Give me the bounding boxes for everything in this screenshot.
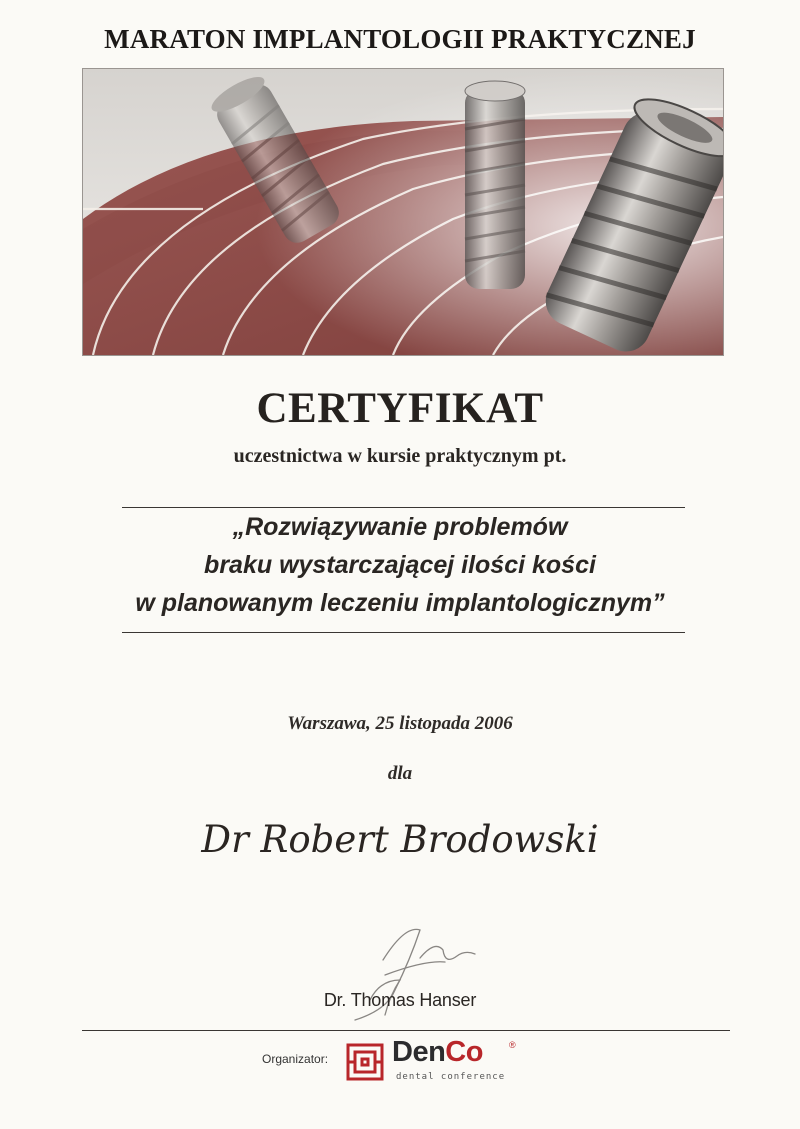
signatory-name: Dr. Thomas Hanser [323,990,477,1010]
hero-image [82,68,724,356]
registered-mark: ® [509,1040,516,1050]
running-track-implants-illustration [83,69,723,355]
logo-co: Co [445,1036,483,1068]
certificate-subtitle: uczestnictwa w kursie praktycznym pt. [233,445,567,467]
event-date: Warszawa, 25 listopada 2006 [287,713,513,734]
denco-logo-tagline: dental conference [396,1072,506,1082]
denco-logo-wordmark [392,1036,483,1069]
course-title-line-1: „Rozwiązywanie problemów [232,513,568,541]
course-title-line-2: braku wystarczającej ilości kości [204,551,596,579]
logo-den: Den [392,1036,446,1068]
organizer-label: Organizator: [262,1052,329,1066]
denco-logo-mark-icon [345,1042,385,1082]
header-title: MARATON IMPLANTOLOGII PRAKTYCZNEJ [104,24,696,54]
footer-divider [82,1030,730,1031]
course-top-divider [122,507,685,508]
course-title-line-3: w planowanym leczeniu implantologicznym” [135,589,665,617]
recipient-prefix: dla [387,763,413,784]
certificate-title: CERTYFIKAT [256,385,544,432]
recipient-name: Dr Robert Brodowski [201,818,599,861]
handwritten-signature [325,920,485,1030]
course-bottom-divider [122,632,685,633]
